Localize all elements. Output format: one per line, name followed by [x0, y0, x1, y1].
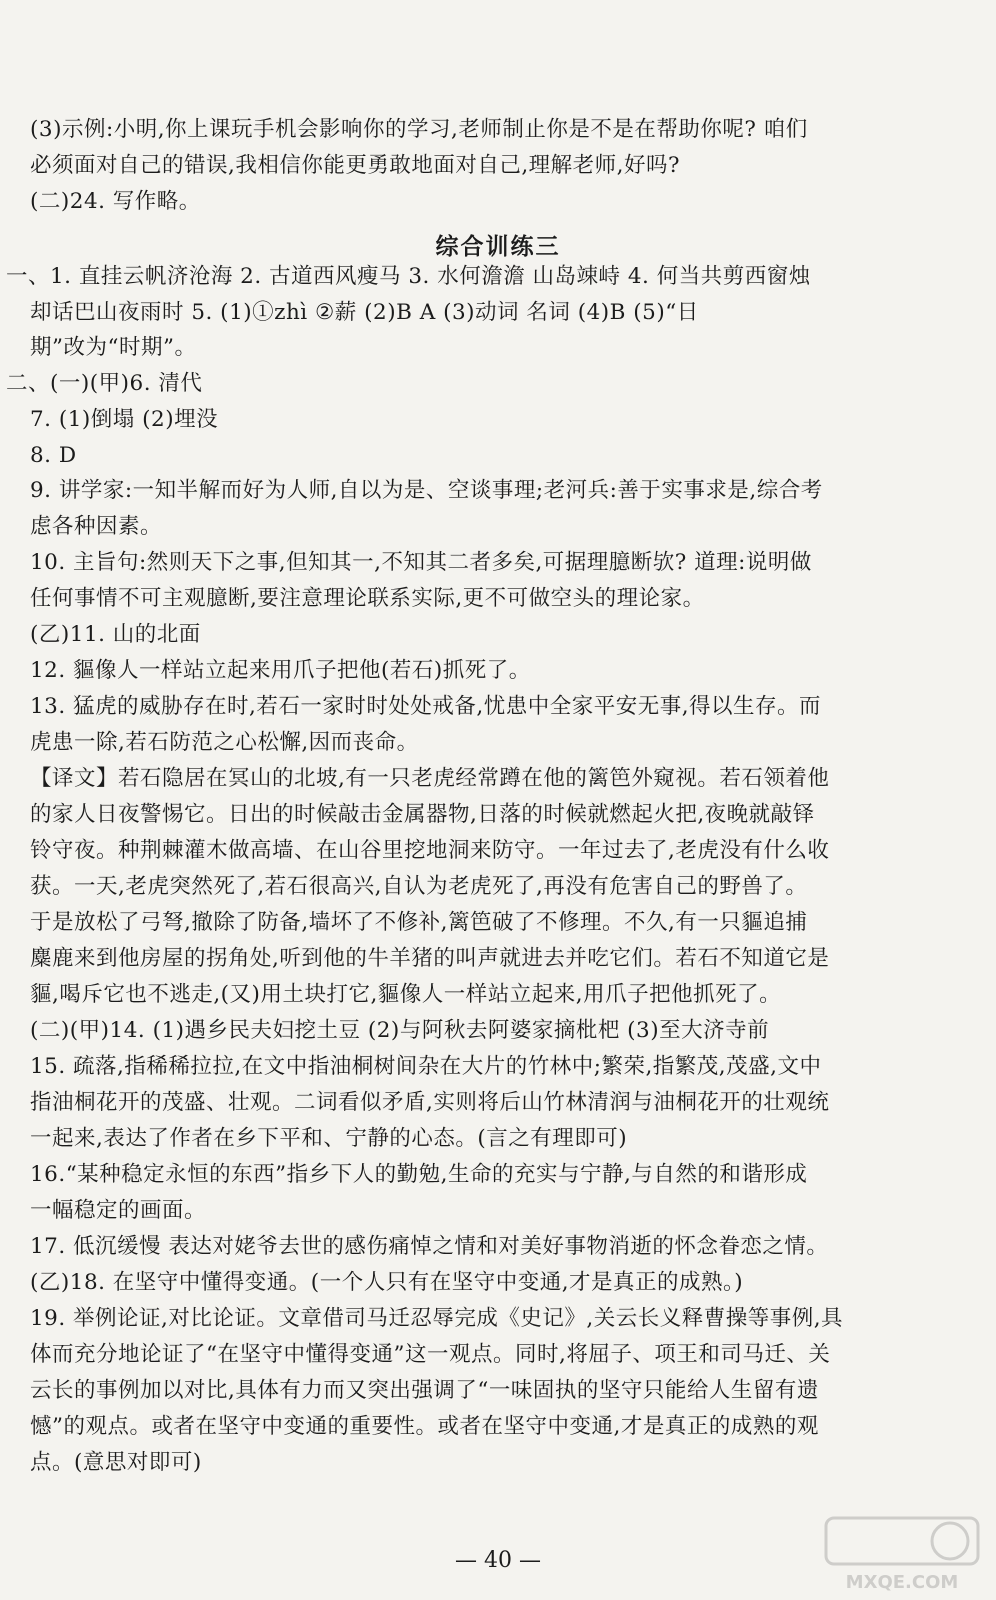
text-line: 19. 举例论证,对比论证。文章借司马迁忍辱完成《史记》,关云长义释曹操等事例,具: [30, 1306, 844, 1331]
text-line: 10. 主旨句:然则天下之事,但知其一,不知其二者多矣,可据理臆断欤? 道理:说明做: [30, 550, 812, 575]
text-line: 8. D: [30, 443, 77, 468]
text-line: (二)24. 写作略。: [30, 189, 201, 214]
text-line: 一、1. 直挂云帆济沧海 2. 古道西风瘦马 3. 水何澹澹 山岛竦峙 4. 何当共剪西窗烛: [6, 264, 811, 289]
text-line: 9. 讲学家:一知半解而好为人师,自以为是、空谈事理;老河兵:善于实事求是,综合考: [30, 478, 823, 503]
text-line: (乙)11. 山的北面: [30, 622, 201, 647]
text-line: 麋鹿来到他房屋的拐角处,听到他的牛羊猪的叫声就进去并吃它们。若石不知道它是: [30, 946, 830, 971]
text-line: 任何事情不可主观臆断,要注意理论联系实际,更不可做空头的理论家。: [30, 586, 705, 611]
watermark-logo: [822, 1514, 982, 1594]
page-number: — 40 —: [455, 1548, 541, 1573]
text-line: 云长的事例加以对比,具体有力而又突出强调了“一味固执的坚守只能给人生留有遗: [30, 1378, 819, 1403]
text-line: 憾”的观点。或者在坚守中变通的重要性。或者在坚守中变通,才是真正的成熟的观: [30, 1414, 819, 1439]
text-line: 于是放松了弓弩,撤除了防备,墙坏了不修补,篱笆破了不修理。不久,有一只貙追捕: [30, 910, 808, 935]
text-line: 貙,喝斥它也不逃走,(又)用土块打它,貙像人一样站立起来,用爪子把他抓死了。: [30, 982, 782, 1007]
text-line: (3)示例:小明,你上课玩手机会影响你的学习,老师制止你是不是在帮助你呢? 咱们: [30, 117, 808, 142]
text-line: 却话巴山夜雨时 5. (1)①zhì ②薪 (2)B A (3)动词 名词 (4)B (5)“日: [30, 300, 699, 325]
text-line: 虑各种因素。: [30, 514, 163, 539]
text-line: 指油桐花开的茂盛、壮观。二词看似矛盾,实则将后山竹林清润与油桐花开的壮观统: [30, 1090, 830, 1115]
text-line: (乙)18. 在坚守中懂得变通。(一个人只有在坚守中变通,才是真正的成熟。): [30, 1270, 744, 1295]
text-line: 16.“某种稳定永恒的东西”指乡下人的勤勉,生命的充实与宁静,与自然的和谐形成: [30, 1162, 808, 1187]
text-line: 7. (1)倒塌 (2)埋没: [30, 407, 219, 432]
text-line: 二、(一)(甲)6. 清代: [6, 371, 203, 396]
text-line: 铃守夜。种荆棘灌木做高墙、在山谷里挖地洞来防守。一年过去了,老虎没有什么收: [30, 838, 830, 863]
text-line: 一起来,表达了作者在乡下平和、宁静的心态。(言之有理即可): [30, 1126, 628, 1151]
text-line: 虎患一除,若石防范之心松懈,因而丧命。: [30, 730, 419, 755]
text-line: 的家人日夜警惕它。日出的时候敲击金属器物,日落的时候就燃起火把,夜晚就敲铎: [30, 802, 815, 827]
watermark-text: MXQE.COM: [845, 1572, 959, 1593]
text-line: 一幅稳定的画面。: [30, 1198, 207, 1223]
text-line: 12. 貙像人一样站立起来用爪子把他(若石)抓死了。: [30, 658, 531, 683]
text-line: (二)(甲)14. (1)遇乡民夫妇挖土豆 (2)与阿秋去阿婆家摘枇杷 (3)至大济寺前: [30, 1018, 770, 1043]
text-line: 体而充分地论证了“在坚守中懂得变通”这一观点。同时,将屈子、项王和司马迁、关: [30, 1342, 831, 1367]
text-line: 13. 猛虎的威胁存在时,若石一家时时处处戒备,忧患中全家平安无事,得以生存。而: [30, 694, 822, 719]
text-line: 期”改为“时期”。: [30, 335, 197, 360]
text-line: 15. 疏落,指稀稀拉拉,在文中指油桐树间杂在大片的竹林中;繁荣,指繁茂,茂盛,文中: [30, 1054, 822, 1079]
text-line: 【译文】若石隐居在冥山的北坡,有一只老虎经常蹲在他的篱笆外窥视。若石领着他: [30, 766, 830, 791]
text-line: 获。一天,老虎突然死了,若石很高兴,自认为老虎死了,再没有危害自己的野兽了。: [30, 874, 808, 899]
text-line: 17. 低沉缓慢 表达对姥爷去世的感伤痛悼之情和对美好事物消逝的怀念眷恋之情。: [30, 1234, 829, 1259]
section-title: 综合训练三: [435, 234, 561, 260]
text-line: 必须面对自己的错误,我相信你能更勇敢地面对自己,理解老师,好吗?: [30, 153, 681, 178]
text-line: 点。(意思对即可): [30, 1450, 202, 1475]
